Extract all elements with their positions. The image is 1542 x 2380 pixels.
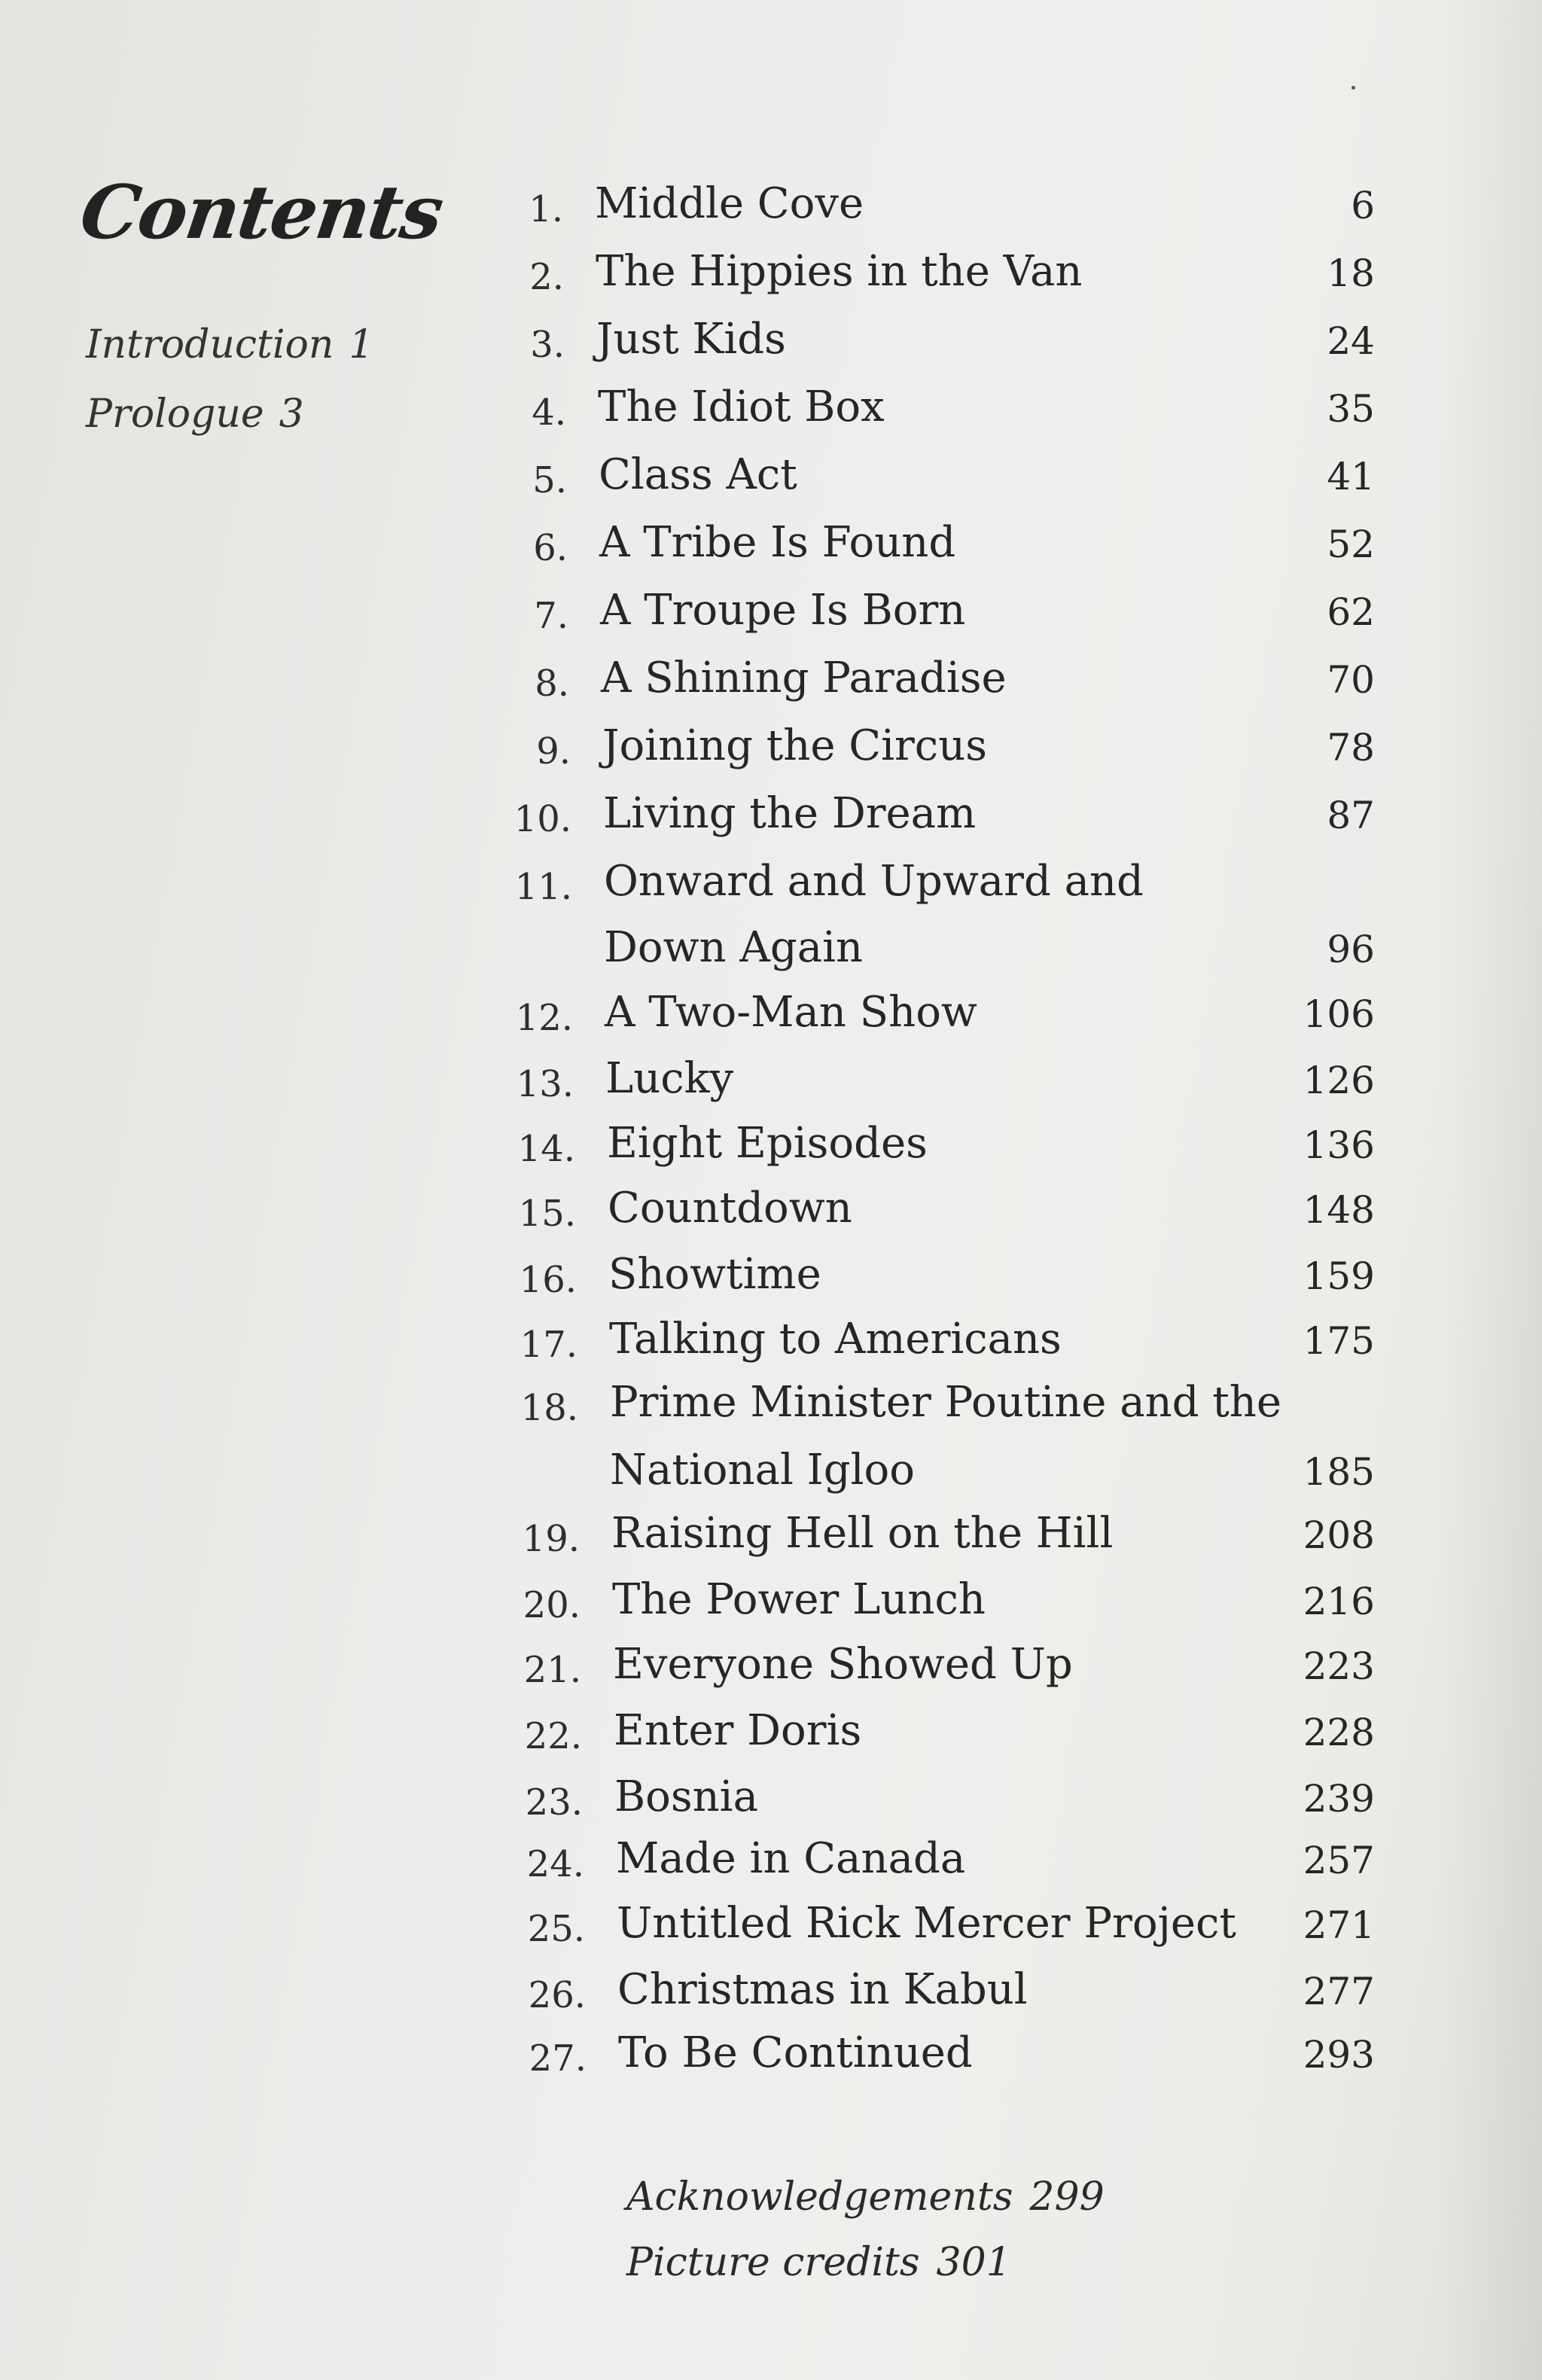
chapter-title-continued: Down Again bbox=[604, 923, 864, 972]
chapter-entry bbox=[0, 1250, 1542, 1318]
chapter-number: 26. bbox=[528, 1974, 586, 2016]
chapter-page: 185 bbox=[1303, 1450, 1375, 1494]
chapter-title: A Shining Paradise bbox=[601, 654, 1007, 702]
back-matter-page: 299 bbox=[1029, 2174, 1105, 2220]
chapter-title: Living the Dream bbox=[603, 789, 977, 838]
chapter-page: 159 bbox=[1303, 1254, 1375, 1298]
chapter-entry bbox=[0, 179, 1542, 247]
chapter-title: Talking to Americans bbox=[609, 1315, 1062, 1364]
chapter-title: A Troupe Is Born bbox=[600, 586, 966, 635]
chapter-page: 35 bbox=[1327, 387, 1375, 431]
chapter-entry bbox=[0, 1772, 1542, 1840]
chapter-number: 9. bbox=[536, 730, 571, 773]
chapter-title: Showtime bbox=[608, 1250, 821, 1299]
chapter-entry bbox=[0, 247, 1542, 315]
chapter-entry bbox=[0, 1899, 1542, 1967]
chapter-page: 257 bbox=[1303, 1839, 1375, 1882]
page-title: Contents bbox=[75, 169, 448, 256]
front-matter-label: Prologue bbox=[86, 392, 264, 437]
chapter-page: 70 bbox=[1327, 658, 1375, 702]
chapter-title: Enter Doris bbox=[614, 1706, 862, 1755]
chapter-entry bbox=[0, 988, 1542, 1056]
chapter-number: 8. bbox=[535, 663, 569, 705]
front-matter-label: Introduction bbox=[86, 322, 334, 367]
chapter-entry bbox=[0, 382, 1542, 450]
chapter-number: 22. bbox=[524, 1715, 582, 1757]
chapter-number: 5. bbox=[532, 459, 567, 501]
chapter-number: 13. bbox=[516, 1063, 574, 1105]
chapter-entry bbox=[0, 1640, 1542, 1708]
chapter-entry bbox=[0, 1054, 1542, 1122]
chapter-page: 6 bbox=[1351, 184, 1375, 227]
chapter-title: Onward and Upward and bbox=[604, 857, 1144, 906]
chapter-title: Lucky bbox=[605, 1054, 734, 1103]
back-matter-label: Picture credits bbox=[626, 2240, 920, 2285]
chapter-title-continued: National Igloo bbox=[610, 1446, 915, 1495]
front-matter-page: 3 bbox=[279, 392, 304, 437]
chapter-title: Class Act bbox=[599, 450, 797, 499]
back-matter-label: Acknowledgements bbox=[626, 2174, 1013, 2220]
chapter-entry bbox=[0, 450, 1542, 518]
chapter-entry bbox=[0, 1509, 1542, 1577]
chapter-number: 21. bbox=[523, 1649, 581, 1691]
chapter-entry bbox=[0, 1119, 1542, 1187]
chapter-number: 10. bbox=[513, 798, 571, 840]
chapter-page: 52 bbox=[1327, 523, 1375, 566]
chapter-title: Joining the Circus bbox=[602, 721, 987, 770]
chapter-page: 96 bbox=[1327, 928, 1375, 971]
chapter-title: A Tribe Is Found bbox=[599, 518, 956, 567]
chapter-page: 87 bbox=[1327, 794, 1375, 837]
chapter-entry bbox=[0, 1315, 1542, 1382]
back-matter-entry bbox=[626, 2174, 1105, 2220]
chapter-number: 20. bbox=[523, 1584, 581, 1626]
chapter-number: 17. bbox=[520, 1324, 577, 1366]
chapter-entry bbox=[0, 1834, 1542, 1902]
chapter-title: To Be Continued bbox=[618, 2028, 973, 2077]
chapter-entry bbox=[0, 1965, 1542, 2033]
chapter-page: 62 bbox=[1327, 590, 1375, 634]
chapter-number: 11. bbox=[514, 866, 572, 908]
chapter-page: 208 bbox=[1303, 1513, 1375, 1557]
chapter-entry bbox=[0, 518, 1542, 586]
chapter-page: 106 bbox=[1303, 992, 1375, 1036]
chapter-page: 239 bbox=[1303, 1777, 1375, 1821]
chapter-title: The Hippies in the Van bbox=[596, 247, 1083, 296]
chapter-page: 136 bbox=[1303, 1123, 1375, 1167]
chapter-entry bbox=[0, 2028, 1542, 2096]
chapter-page: 126 bbox=[1303, 1059, 1375, 1102]
chapter-title: Middle Cove bbox=[595, 179, 864, 228]
chapter-title: Just Kids bbox=[596, 315, 786, 364]
chapter-entry bbox=[0, 586, 1542, 654]
chapter-title: Everyone Showed Up bbox=[613, 1640, 1073, 1689]
chapter-entry bbox=[0, 1706, 1542, 1774]
chapter-page: 41 bbox=[1327, 455, 1375, 498]
chapter-entry bbox=[0, 857, 1542, 972]
chapter-entry bbox=[0, 1378, 1542, 1495]
chapter-number: 15. bbox=[518, 1193, 576, 1235]
chapter-number: 24. bbox=[526, 1843, 584, 1885]
chapter-entry bbox=[0, 654, 1542, 721]
chapter-title: Made in Canada bbox=[616, 1834, 966, 1883]
chapter-number: 25. bbox=[527, 1908, 585, 1950]
chapter-title: Raising Hell on the Hill bbox=[611, 1509, 1114, 1558]
chapter-entry bbox=[0, 721, 1542, 789]
chapter-entry bbox=[0, 1575, 1542, 1643]
chapter-title: Untitled Rick Mercer Project bbox=[617, 1899, 1236, 1948]
chapter-entry bbox=[0, 789, 1542, 857]
chapter-title: A Two-Man Show bbox=[605, 988, 977, 1037]
chapter-title: The Power Lunch bbox=[612, 1575, 986, 1624]
chapter-title: Eight Episodes bbox=[607, 1119, 928, 1168]
chapter-page: 271 bbox=[1303, 1903, 1375, 1947]
chapter-page: 293 bbox=[1303, 2033, 1375, 2077]
chapter-number: 14. bbox=[517, 1128, 575, 1170]
chapter-number: 1. bbox=[529, 188, 563, 230]
chapter-page: 175 bbox=[1303, 1319, 1375, 1363]
chapter-page: 18 bbox=[1327, 251, 1375, 295]
chapter-number: 19. bbox=[522, 1518, 580, 1560]
chapter-title: Christmas in Kabul bbox=[617, 1965, 1028, 2014]
chapter-number: 2. bbox=[529, 256, 564, 298]
chapter-title: The Idiot Box bbox=[598, 382, 885, 431]
chapter-number: 23. bbox=[525, 1781, 583, 1824]
front-matter-page: 1 bbox=[349, 322, 374, 367]
chapter-number: 3. bbox=[530, 324, 565, 366]
chapter-page: 78 bbox=[1327, 726, 1375, 769]
back-matter-entry bbox=[626, 2240, 1011, 2285]
chapter-number: 6. bbox=[533, 527, 568, 569]
chapter-entry bbox=[0, 1184, 1542, 1251]
chapter-page: 216 bbox=[1303, 1580, 1375, 1623]
back-matter-page: 301 bbox=[936, 2240, 1011, 2285]
chapter-page: 228 bbox=[1303, 1711, 1375, 1754]
chapter-number: 12. bbox=[515, 997, 573, 1039]
chapter-title: Bosnia bbox=[614, 1772, 758, 1821]
chapter-page: 223 bbox=[1303, 1644, 1375, 1688]
chapter-page: 24 bbox=[1327, 319, 1375, 363]
chapter-page: 277 bbox=[1303, 1970, 1375, 2013]
chapter-title: Prime Minister Poutine and the bbox=[610, 1378, 1282, 1427]
chapter-number: 16. bbox=[519, 1259, 577, 1301]
chapter-entry bbox=[0, 315, 1542, 382]
chapter-number: 7. bbox=[534, 595, 568, 637]
chapter-number: 4. bbox=[532, 392, 566, 434]
chapter-number: 27. bbox=[529, 2037, 587, 2080]
chapter-title: Countdown bbox=[608, 1184, 852, 1233]
ink-speck bbox=[1352, 86, 1355, 90]
chapter-page: 148 bbox=[1303, 1188, 1375, 1232]
chapter-number: 18. bbox=[520, 1387, 578, 1429]
